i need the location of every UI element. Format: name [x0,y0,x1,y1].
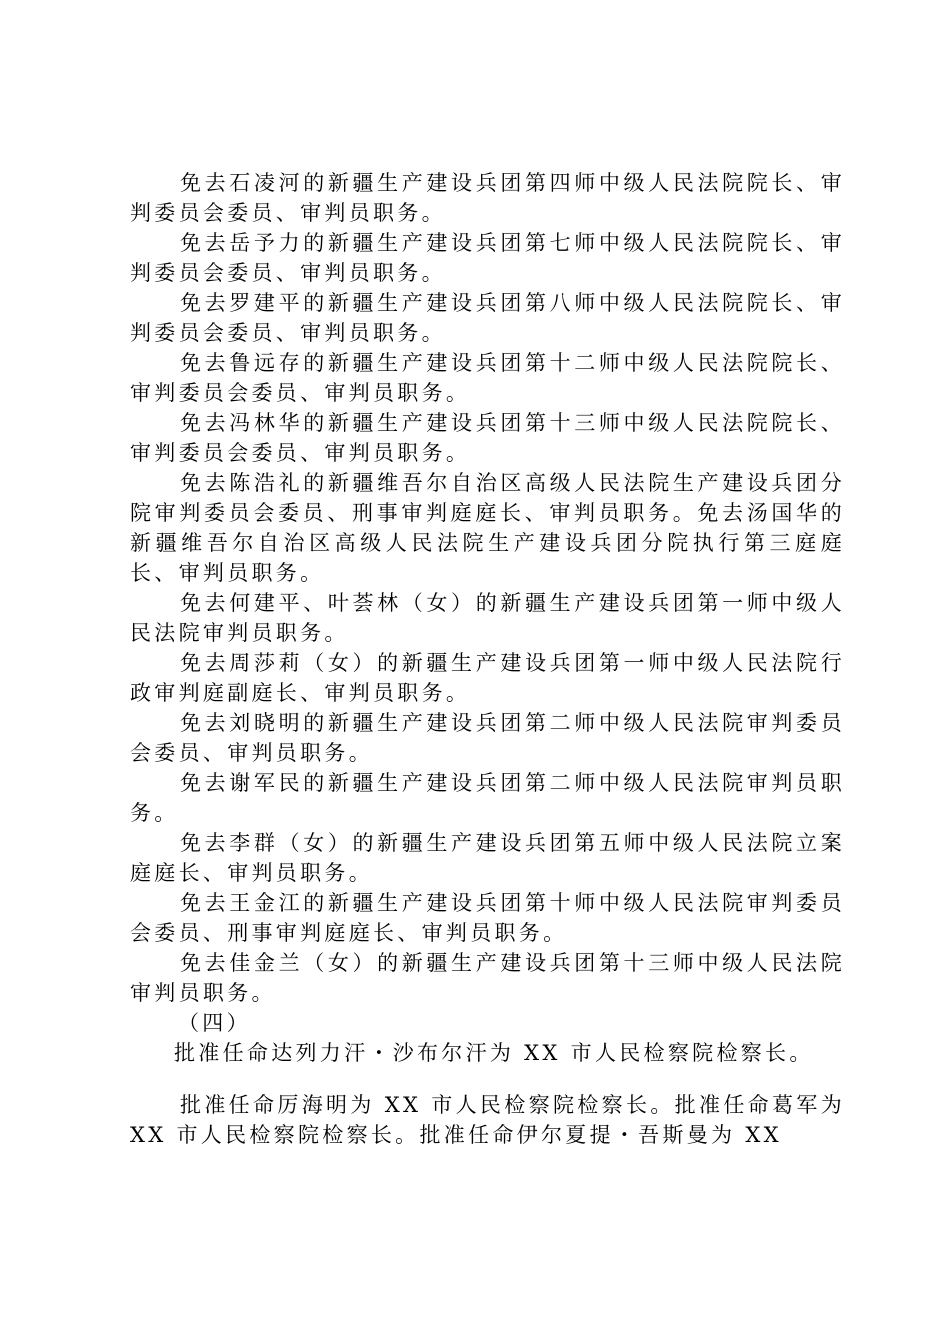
section-marker: （四） [178,1011,251,1035]
paragraph-13: 免去佳金兰（女）的新疆生产建设兵团第十三师中级人民法院审判员职务。 [130,951,845,1005]
paragraph-7: 免去何建平、叶荟林（女）的新疆生产建设兵团第一师中级人民法院审判员职务。 [130,591,845,645]
paragraph-2: 免去岳予力的新疆生产建设兵团第七师中级人民法院院长、审判委员会委员、审判员职务。 [130,231,845,285]
paragraph-5: 免去冯林华的新疆生产建设兵团第十三师中级人民法院院长、审判委员会委员、审判员职务。 [130,411,845,465]
paragraph-9: 免去刘晓明的新疆生产建设兵团第二师中级人民法院审判委员会委员、审判员职务。 [130,711,845,765]
paragraph-8: 免去周莎莉（女）的新疆生产建设兵团第一师中级人民法院行政审判庭副庭长、审判员职务。 [130,651,845,705]
paragraph-3: 免去罗建平的新疆生产建设兵团第八师中级人民法院院长、审判委员会委员、审判员职务。 [130,291,845,345]
paragraph-4: 免去鲁远存的新疆生产建设兵团第十二师中级人民法院院长、审判委员会委员、审判员职务。 [130,351,845,405]
paragraph-11: 免去李群（女）的新疆生产建设兵团第五师中级人民法院立案庭庭长、审判员职务。 [130,831,845,885]
document-body [130,168,845,1150]
paragraph-6: 免去陈浩礼的新疆维吾尔自治区高级人民法院生产建设兵团分院审判委员会委员、刑事审判庭庭长、审判员职务。免去汤国华的新疆维吾尔自治区高级人民法院生产建设兵团分院执行第三庭庭长、审判员职务。 [130,471,845,585]
paragraph-12: 免去王金江的新疆生产建设兵团第十师中级人民法院审判委员会委员、刑事审判庭庭长、审判员职务。 [130,891,845,945]
paragraph-10: 免去谢军民的新疆生产建设兵团第二师中级人民法院审判员职务。 [130,771,845,825]
paragraph-gap [130,1068,845,1090]
paragraph-1: 免去石凌河的新疆生产建设兵团第四师中级人民法院院长、审判委员会委员、审判员职务。 [130,171,845,225]
approval-paragraph: 批准任命达列力汗・沙布尔汗为 XX 市人民检察院检察长。 [174,1041,814,1065]
approval-paragraph-continued: 批准任命厉海明为 XX 市人民检察院检察长。批准任命葛军为 XX 市人民检察院检察长。批准任命伊尔夏提・吾斯曼为 XX [130,1093,845,1147]
